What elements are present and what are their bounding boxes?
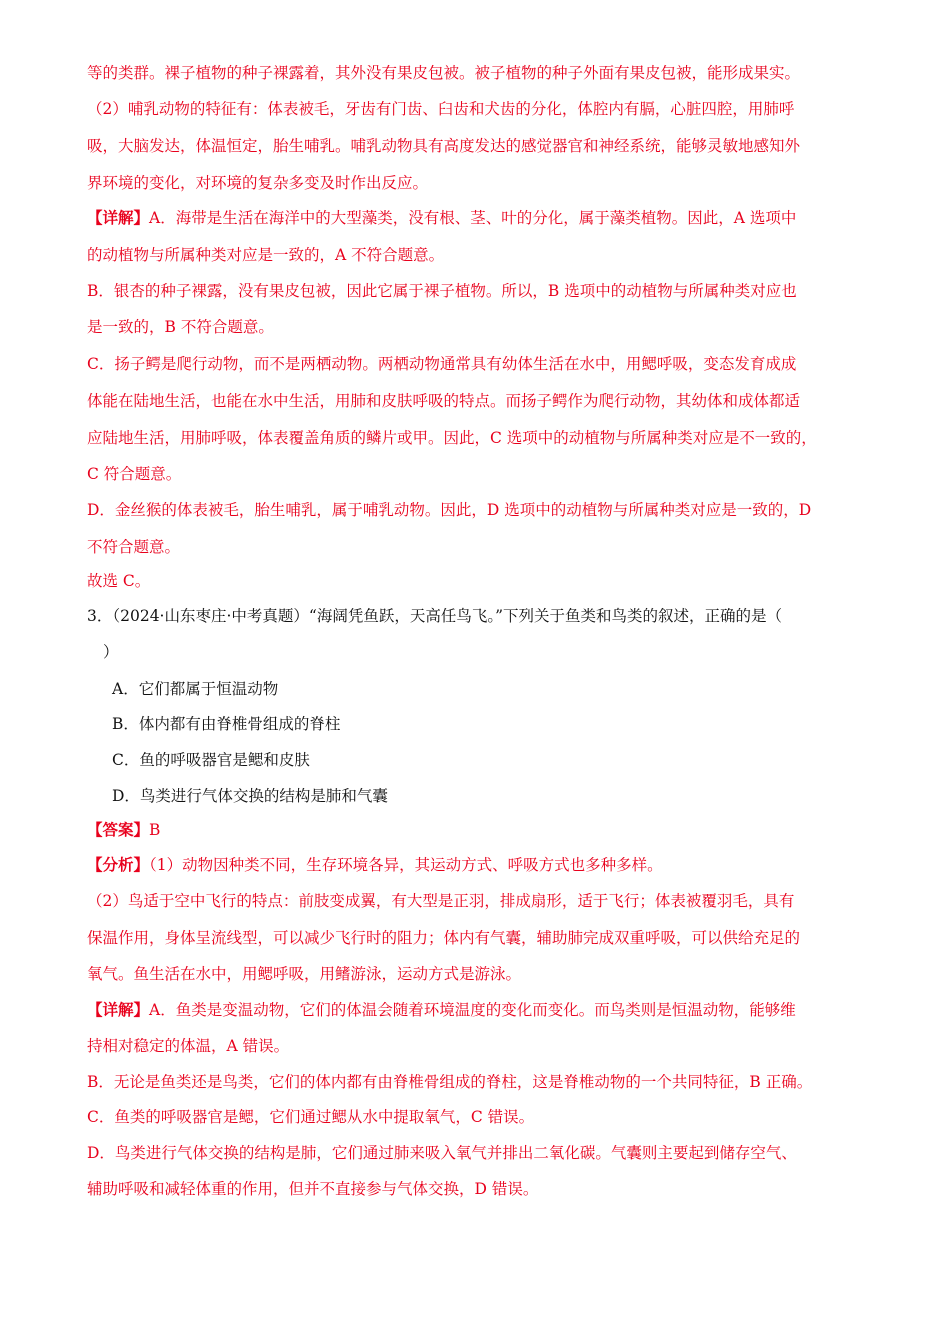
text-line: 氧气。鱼生活在水中，用鳃呼吸，用鳍游泳，运动方式是游泳。 <box>87 965 522 983</box>
text-line: C．扬子鳄是爬行动物，而不是两栖动物。两栖动物通常具有幼体生活在水中，用鳃呼吸，变态发育成成 <box>87 355 797 373</box>
text-line: 辅助呼吸和减轻体重的作用，但并不直接参与气体交换，D 错误。 <box>87 1180 539 1198</box>
conclusion-line: 故选 C。 <box>87 572 151 590</box>
text-line: 体能在陆地生活，也能在水中生活，用肺和皮肤呼吸的特点。而扬子鳄作为爬行动物，其幼体和成体都适 <box>87 392 801 410</box>
detail-tag: 【详解】 <box>87 208 150 227</box>
text-line: 应陆地生活，用肺呼吸，体表覆盖角质的鳞片或甲。因此，C 选项中的动植物与所属种类对应是不一致的， <box>87 429 817 447</box>
text-line: B．无论是鱼类还是鸟类，它们的体内都有由脊椎骨组成的脊柱，这是脊椎动物的一个共同特征，B 正确。 <box>87 1073 813 1091</box>
question-stem: 3．（2024·山东枣庄·中考真题）“海阔凭鱼跃，天高任鸟飞。”下列关于鱼类和鸟类的叙述，正确的是（ <box>87 607 783 625</box>
question-stem-bracket: ） <box>103 643 119 661</box>
text-line: 等的类群。裸子植物的种子裸露着，其外没有果皮包被。被子植物的种子外面有果皮包被，能形成果实。 <box>87 64 801 82</box>
option-b: B．体内都有由脊椎骨组成的脊柱 <box>112 715 341 733</box>
text-line: 不符合题意。 <box>87 538 181 556</box>
option-c: C．鱼的呼吸器官是鳃和皮肤 <box>112 751 310 769</box>
answer-tag: 【答案】 <box>87 820 150 839</box>
detail-tag: 【详解】 <box>87 1000 150 1019</box>
text-line: 保温作用，身体呈流线型，可以减少飞行时的阻力；体内有气囊，辅助肺完成双重呼吸，可以供给充足的 <box>87 929 801 947</box>
analysis-tag: 【分析】 <box>87 855 150 874</box>
text-line: A．海带是生活在海洋中的大型藻类，没有根、茎、叶的分化，属于藻类植物。因此，A 选项中 <box>149 209 797 227</box>
text-line: A．鱼类是变温动物，它们的体温会随着环境温度的变化而变化。而鸟类则是恒温动物，能够维 <box>149 1001 796 1019</box>
text-line: 吸，大脑发达，体温恒定，胎生哺乳。哺乳动物具有高度发达的感觉器官和神经系统，能够灵敏地感知外 <box>87 137 801 155</box>
text-line: D．鸟类进行气体交换的结构是肺，它们通过肺来吸入氧气并排出二氧化碳。气囊则主要起到储存空气、 <box>87 1144 797 1162</box>
text-line: B．银杏的种子裸露，没有果皮包被，因此它属于裸子植物。所以，B 选项中的动植物与所属种类对应也 <box>87 282 797 300</box>
text-line: C 符合题意。 <box>87 465 182 483</box>
text-line: （1）动物因种类不同，生存环境各异，其运动方式、呼吸方式也多种多样。 <box>149 856 663 874</box>
detail-paragraph <box>87 1000 796 1020</box>
text-line: D．金丝猴的体表被毛，胎生哺乳，属于哺乳动物。因此，D 选项中的动植物与所属种类对应是一致的，D <box>87 501 812 519</box>
text-line: （2）鸟适于空中飞行的特点：前肢变成翼，有大型是正羽，排成扇形，适于飞行；体表被覆羽毛，具有 <box>87 892 795 910</box>
text-line: 持相对稳定的体温，A 错误。 <box>87 1037 290 1055</box>
answer-line <box>87 820 160 840</box>
analysis-paragraph <box>87 855 663 875</box>
answer-value: B <box>149 821 161 839</box>
text-line: 的动植物与所属种类对应是一致的，A 不符合题意。 <box>87 246 445 264</box>
text-line: （2）哺乳动物的特征有：体表被毛，牙齿有门齿、臼齿和犬齿的分化，体腔内有膈，心脏四腔，用肺呼 <box>87 100 795 118</box>
text-line: C．鱼类的呼吸器官是鳃，它们通过鳃从水中提取氧气，C 错误。 <box>87 1108 535 1126</box>
text-line: 是一致的，B 不符合题意。 <box>87 318 274 336</box>
text-line: 界环境的变化，对环境的复杂多变及时作出反应。 <box>87 174 429 192</box>
detail-paragraph <box>87 208 796 228</box>
option-d: D．鸟类进行气体交换的结构是肺和气囊 <box>112 787 388 805</box>
option-a: A．它们都属于恒温动物 <box>112 680 279 698</box>
